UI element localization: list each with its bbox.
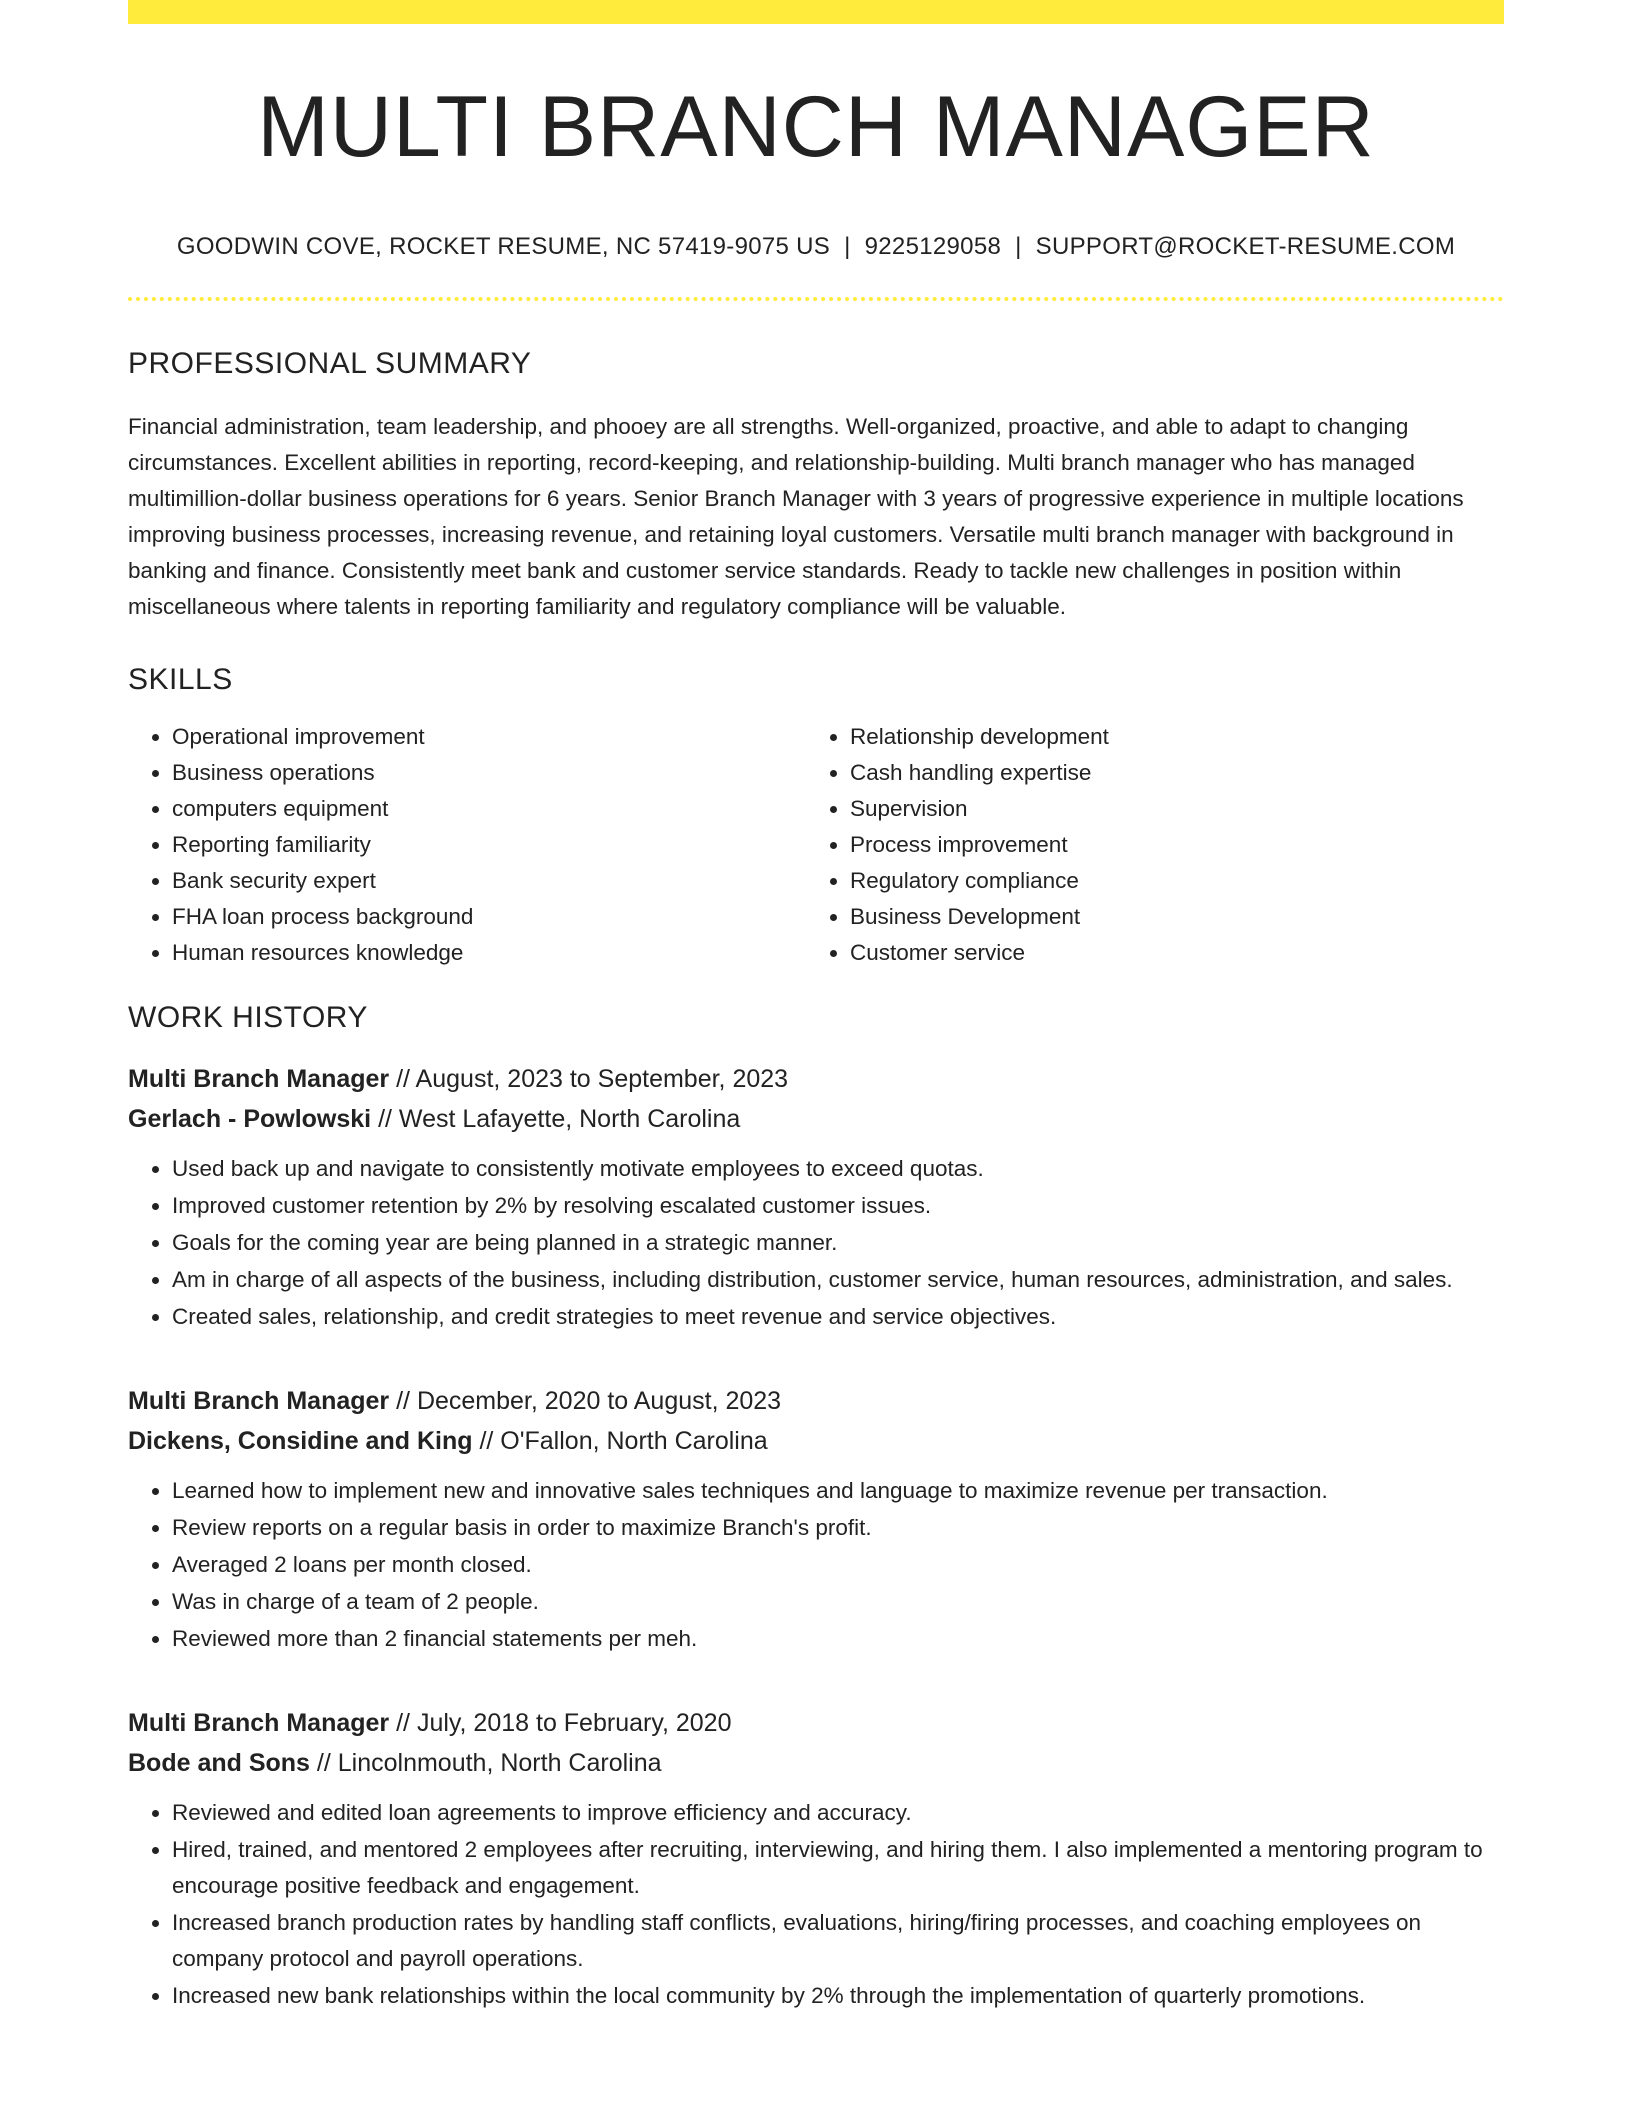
job-role-line <box>128 1703 1504 1743</box>
job-bullet: • Hired, trained, and mentored 2 employees after recruiting, interviewing, and hiring them. I also implemented a mentoring program to encourage positive feedback and engagement. <box>172 1832 1504 1904</box>
job-location: // West Lafayette, North Carolina <box>371 1104 741 1133</box>
skill-item: • Human resources knowledge <box>172 935 806 971</box>
job-company: Bode and Sons <box>128 1748 310 1777</box>
job-location: // Lincolnmouth, North Carolina <box>309 1748 662 1777</box>
job-bullets <box>128 1151 1504 1335</box>
job-bullet: • Reviewed and edited loan agreements to improve efficiency and accuracy. <box>172 1795 1504 1831</box>
job-role-line <box>128 1381 1504 1421</box>
skills-column-left <box>128 719 806 971</box>
resume-title: MULTI BRANCH MANAGER <box>257 79 1375 175</box>
job-entry <box>128 1381 1504 1657</box>
job-bullets <box>128 1473 1504 1657</box>
job-entry <box>128 1703 1504 2014</box>
summary-text: Financial administration, team leadership, and phooey are all strengths. Well-organized, proactive, and able to adapt to changing circumstances. Excellent abilities in reporting, record-keeping, and relationship-building. Multi branch manager who has managed multimillion-dollar business operations for 6 years. Senior Branch Manager with 3 years of progressive experience in multiple locations improving business processes, increasing revenue, and retaining loyal customers. Versatile multi branch manager with background in banking and finance. Consistently meet bank and customer service standards. Ready to tackle new challenges in position within miscellaneous where talents in reporting familiarity and regulatory compliance will be valuable. <box>128 413 1464 619</box>
skills-heading: SKILLS <box>128 662 233 696</box>
job-entry <box>128 1059 1504 1335</box>
address-text: GOODWIN COVE, ROCKET RESUME, NC 57419-9075 US <box>176 232 831 260</box>
skill-item: • Relationship development <box>850 719 1484 755</box>
job-company-line <box>128 1421 1504 1461</box>
job-bullet: • Review reports on a regular basis in order to maximize Branch's profit. <box>172 1510 1504 1546</box>
contact-separator: | <box>844 232 851 260</box>
job-bullet: • Was in charge of a team of 2 people. <box>172 1584 1504 1620</box>
skill-item: • computers equipment <box>172 791 806 827</box>
job-role-line <box>128 1059 1504 1099</box>
job-bullet: • Learned how to implement new and innovative sales techniques and language to maximize revenue per transaction. <box>172 1473 1504 1509</box>
contact-separator: | <box>1015 232 1022 260</box>
job-company-line <box>128 1743 1504 1783</box>
skill-item: • Operational improvement <box>172 719 806 755</box>
skill-item: • Cash handling expertise <box>850 755 1484 791</box>
skills-column-right <box>806 719 1484 971</box>
skill-item: • Bank security expert <box>172 863 806 899</box>
job-company: Gerlach - Powlowski <box>128 1104 372 1133</box>
skill-item: • Business Development <box>850 899 1484 935</box>
contact-line <box>128 233 1504 261</box>
accent-bar <box>128 0 1504 24</box>
email-link[interactable]: SUPPORT@ROCKET-RESUME.COM <box>1035 232 1456 260</box>
job-role: Multi Branch Manager <box>128 1708 390 1737</box>
resume-page <box>128 0 1504 2015</box>
job-company-line <box>128 1099 1504 1139</box>
skills-list <box>128 719 1504 971</box>
dotted-divider <box>128 297 1504 301</box>
skill-item: • Business operations <box>172 755 806 791</box>
job-dates: // July, 2018 to February, 2020 <box>389 1708 732 1737</box>
job-location: // O'Fallon, North Carolina <box>472 1426 768 1455</box>
job-bullet: • Am in charge of all aspects of the business, including distribution, customer service, human resources, administration, and sales. <box>172 1262 1504 1298</box>
job-dates: // December, 2020 to August, 2023 <box>389 1386 782 1415</box>
skill-item: • Supervision <box>850 791 1484 827</box>
skill-item: • Reporting familiarity <box>172 827 806 863</box>
job-company: Dickens, Considine and King <box>128 1426 473 1455</box>
job-bullet: • Improved customer retention by 2% by resolving escalated customer issues. <box>172 1188 1504 1224</box>
job-bullet: • Reviewed more than 2 financial statements per meh. <box>172 1621 1504 1657</box>
skill-item: • FHA loan process background <box>172 899 806 935</box>
job-bullet: • Goals for the coming year are being planned in a strategic manner. <box>172 1225 1504 1261</box>
job-dates: // August, 2023 to September, 2023 <box>389 1064 789 1093</box>
job-bullets <box>128 1795 1504 2014</box>
skill-item: • Regulatory compliance <box>850 863 1484 899</box>
job-role: Multi Branch Manager <box>128 1386 390 1415</box>
job-bullet: • Averaged 2 loans per month closed. <box>172 1547 1504 1583</box>
job-bullet: • Increased new bank relationships within the local community by 2% through the implementation of quarterly promotions. <box>172 1978 1504 2014</box>
job-bullet: • Created sales, relationship, and credit strategies to meet revenue and service objectives. <box>172 1299 1504 1335</box>
job-role: Multi Branch Manager <box>128 1064 390 1093</box>
skill-item: • Customer service <box>850 935 1484 971</box>
summary-heading: PROFESSIONAL SUMMARY <box>128 346 532 380</box>
work-history-heading: WORK HISTORY <box>128 1000 368 1034</box>
phone-text: 9225129058 <box>864 232 1002 260</box>
job-bullet: • Increased branch production rates by handling staff conflicts, evaluations, hiring/firing processes, and coaching employees on company protocol and payroll operations. <box>172 1905 1504 1977</box>
skill-item: • Process improvement <box>850 827 1484 863</box>
job-bullet: • Used back up and navigate to consistently motivate employees to exceed quotas. <box>172 1151 1504 1187</box>
